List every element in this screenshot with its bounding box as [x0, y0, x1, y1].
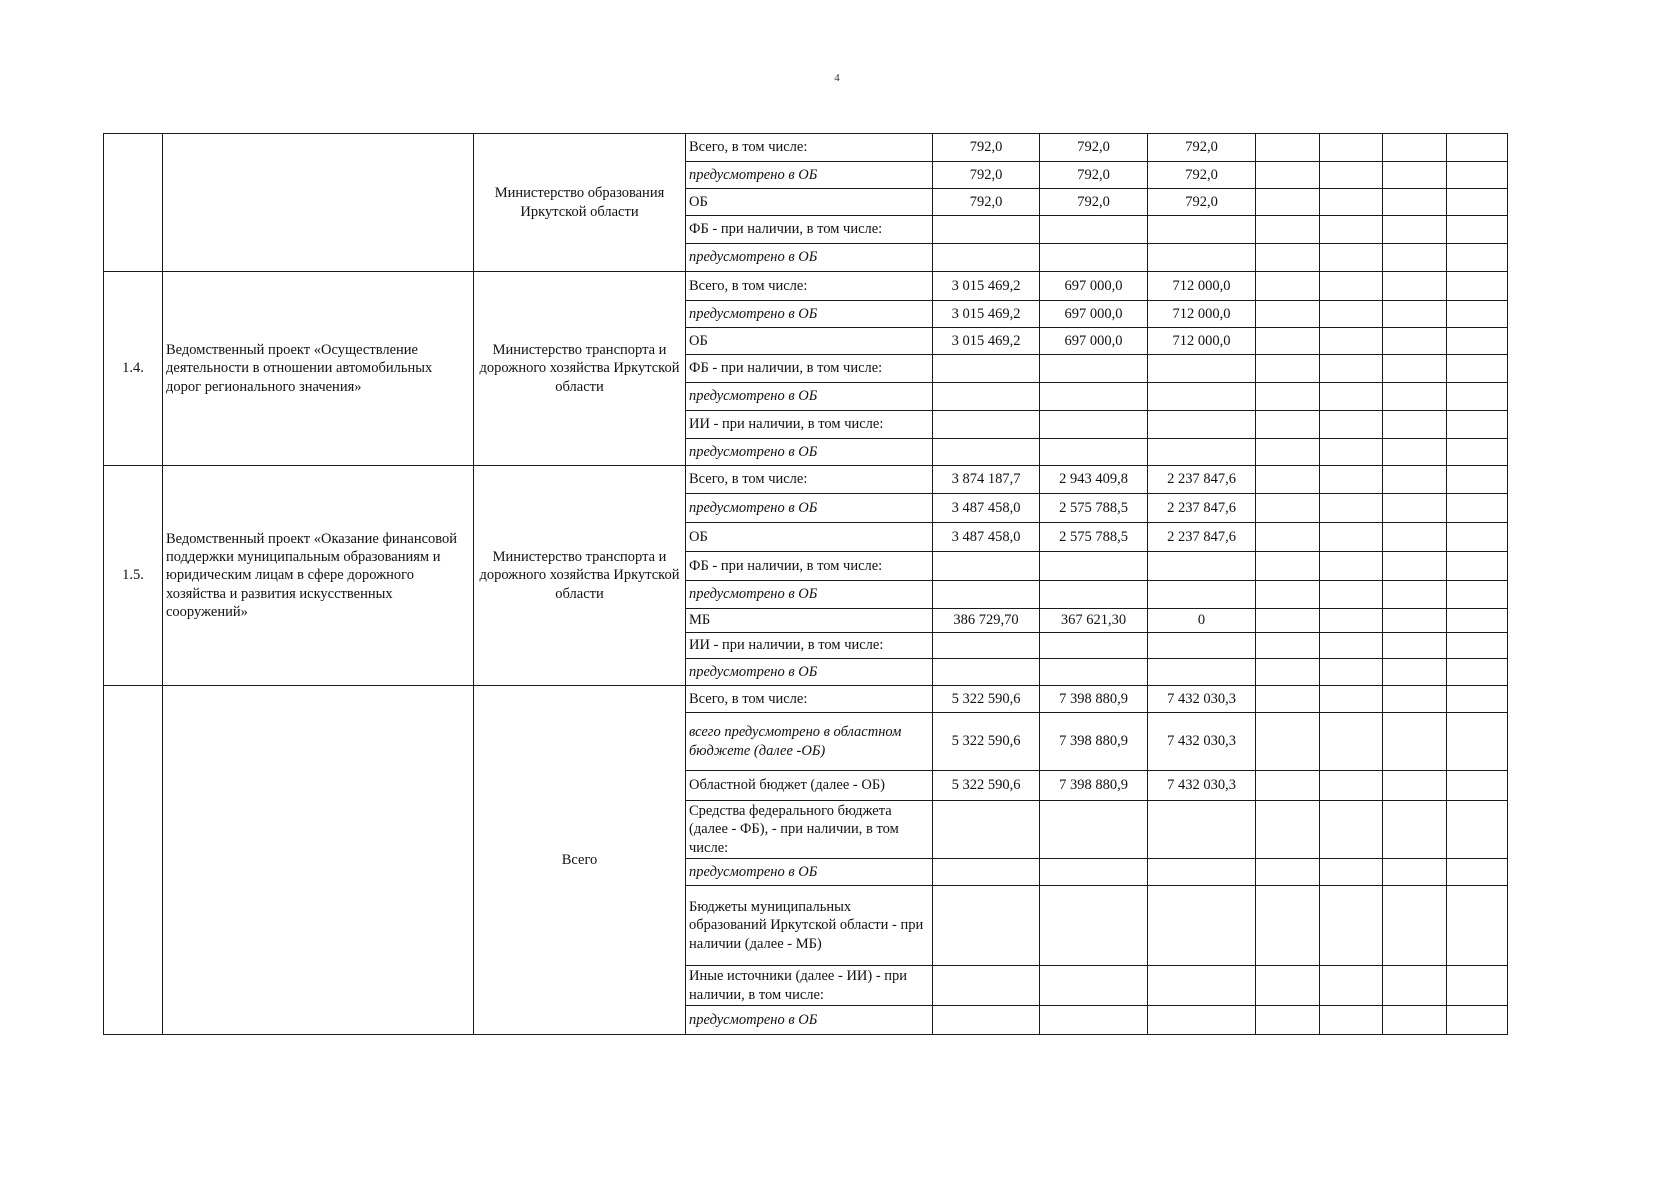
empty-cell	[1320, 439, 1383, 466]
funding-source: ФБ - при наличии, в том числе:	[686, 552, 933, 581]
amount-cell: 712 000,0	[1148, 328, 1256, 355]
funding-source: всего предусмотрено в областном бюджете (далее -ОБ)	[686, 713, 933, 771]
empty-cell	[1447, 272, 1508, 301]
empty-cell	[1256, 966, 1320, 1006]
table-row	[104, 272, 1508, 301]
empty-cell	[1447, 411, 1508, 439]
empty-cell	[1256, 272, 1320, 301]
funding-source: ФБ - при наличии, в том числе:	[686, 355, 933, 383]
amount-cell	[933, 801, 1040, 859]
empty-cell	[1383, 355, 1447, 383]
empty-cell	[1320, 466, 1383, 494]
empty-cell	[1447, 301, 1508, 328]
amount-cell: 7 432 030,3	[1148, 771, 1256, 801]
empty-cell	[1447, 439, 1508, 466]
amount-cell	[1040, 801, 1148, 859]
amount-cell	[1148, 216, 1256, 244]
empty-cell	[1320, 244, 1383, 272]
empty-cell	[1256, 411, 1320, 439]
empty-cell	[1320, 633, 1383, 659]
amount-cell	[933, 355, 1040, 383]
amount-cell	[1148, 383, 1256, 411]
funding-source: ОБ	[686, 523, 933, 552]
empty-cell	[1256, 659, 1320, 686]
amount-cell	[1148, 659, 1256, 686]
amount-cell	[1040, 859, 1148, 886]
page-number: 4	[834, 72, 840, 84]
amount-cell: 697 000,0	[1040, 328, 1148, 355]
funding-source: Бюджеты муниципальных образований Иркутской области - при наличии (далее - МБ)	[686, 886, 933, 966]
empty-cell	[1320, 328, 1383, 355]
amount-cell: 7 398 880,9	[1040, 713, 1148, 771]
amount-cell	[933, 383, 1040, 411]
amount-cell	[933, 886, 1040, 966]
amount-cell: 2 237 847,6	[1148, 494, 1256, 523]
funding-source: Всего, в том числе:	[686, 134, 933, 162]
amount-cell: 792,0	[933, 134, 1040, 162]
amount-cell: 0	[1148, 609, 1256, 633]
amount-cell: 792,0	[933, 162, 1040, 189]
empty-cell	[1256, 686, 1320, 713]
empty-cell	[1256, 355, 1320, 383]
empty-cell	[1447, 189, 1508, 216]
amount-cell: 2 237 847,6	[1148, 466, 1256, 494]
empty-cell	[1383, 411, 1447, 439]
empty-cell	[1447, 328, 1508, 355]
amount-cell	[933, 1006, 1040, 1035]
empty-cell	[1447, 633, 1508, 659]
funding-source: Всего, в том числе:	[686, 686, 933, 713]
empty-cell	[1447, 1006, 1508, 1035]
amount-cell: 2 943 409,8	[1040, 466, 1148, 494]
empty-cell	[1256, 466, 1320, 494]
empty-cell	[1383, 272, 1447, 301]
funding-source: предусмотрено в ОБ	[686, 581, 933, 609]
empty-cell	[1256, 383, 1320, 411]
empty-cell	[1383, 383, 1447, 411]
amount-cell: 367 621,30	[1040, 609, 1148, 633]
project-name: Ведомственный проект «Осуществление деятельности в отношении автомобильных дорог регионального значения»	[163, 272, 474, 466]
amount-cell	[933, 244, 1040, 272]
amount-cell: 386 729,70	[933, 609, 1040, 633]
amount-cell: 712 000,0	[1148, 272, 1256, 301]
empty-cell	[1320, 189, 1383, 216]
amount-cell: 3 487 458,0	[933, 494, 1040, 523]
empty-cell	[1447, 162, 1508, 189]
empty-cell	[1320, 301, 1383, 328]
funding-source: МБ	[686, 609, 933, 633]
amount-cell: 792,0	[1148, 134, 1256, 162]
empty-cell	[1320, 686, 1383, 713]
empty-cell	[1383, 466, 1447, 494]
empty-cell	[1256, 609, 1320, 633]
amount-cell: 3 015 469,2	[933, 272, 1040, 301]
amount-cell	[1040, 411, 1148, 439]
amount-cell: 697 000,0	[1040, 272, 1148, 301]
project-name	[163, 686, 474, 1035]
amount-cell: 7 432 030,3	[1148, 713, 1256, 771]
amount-cell	[1148, 859, 1256, 886]
amount-cell	[933, 439, 1040, 466]
empty-cell	[1447, 494, 1508, 523]
empty-cell	[1320, 659, 1383, 686]
funding-source: ФБ - при наличии, в том числе:	[686, 216, 933, 244]
empty-cell	[1383, 801, 1447, 859]
amount-cell: 7 432 030,3	[1148, 686, 1256, 713]
amount-cell	[1148, 411, 1256, 439]
empty-cell	[1447, 859, 1508, 886]
empty-cell	[1447, 383, 1508, 411]
funding-source: Средства федерального бюджета (далее - ФБ), - при наличии, в том числе:	[686, 801, 933, 859]
empty-cell	[1256, 328, 1320, 355]
empty-cell	[1383, 328, 1447, 355]
empty-cell	[1320, 134, 1383, 162]
amount-cell: 5 322 590,6	[933, 713, 1040, 771]
empty-cell	[1447, 966, 1508, 1006]
amount-cell	[1148, 581, 1256, 609]
amount-cell	[933, 552, 1040, 581]
empty-cell	[1383, 659, 1447, 686]
table-row	[104, 134, 1508, 162]
amount-cell: 3 874 187,7	[933, 466, 1040, 494]
amount-cell: 792,0	[1040, 162, 1148, 189]
funding-source: предусмотрено в ОБ	[686, 301, 933, 328]
empty-cell	[1447, 771, 1508, 801]
empty-cell	[1320, 383, 1383, 411]
empty-cell	[1383, 189, 1447, 216]
empty-cell	[1256, 633, 1320, 659]
amount-cell	[1040, 581, 1148, 609]
funding-source: Областной бюджет (далее - ОБ)	[686, 771, 933, 801]
amount-cell	[1040, 355, 1148, 383]
empty-cell	[1383, 581, 1447, 609]
empty-cell	[1256, 859, 1320, 886]
empty-cell	[1447, 609, 1508, 633]
amount-cell	[1148, 966, 1256, 1006]
funding-source: ОБ	[686, 328, 933, 355]
empty-cell	[1320, 1006, 1383, 1035]
amount-cell	[1148, 439, 1256, 466]
amount-cell	[1040, 439, 1148, 466]
empty-cell	[1447, 466, 1508, 494]
empty-cell	[1320, 523, 1383, 552]
empty-cell	[1383, 886, 1447, 966]
empty-cell	[1256, 301, 1320, 328]
amount-cell: 697 000,0	[1040, 301, 1148, 328]
empty-cell	[1320, 552, 1383, 581]
amount-cell	[933, 859, 1040, 886]
funding-source: ОБ	[686, 189, 933, 216]
amount-cell	[1040, 244, 1148, 272]
amount-cell	[1040, 886, 1148, 966]
empty-cell	[1447, 523, 1508, 552]
amount-cell	[1148, 886, 1256, 966]
empty-cell	[1383, 552, 1447, 581]
responsible-executor: Министерство транспорта и дорожного хозяйства Иркутской области	[474, 466, 686, 686]
amount-cell	[1148, 552, 1256, 581]
empty-cell	[1320, 966, 1383, 1006]
empty-cell	[1383, 1006, 1447, 1035]
amount-cell	[933, 659, 1040, 686]
funding-source: предусмотрено в ОБ	[686, 383, 933, 411]
empty-cell	[1320, 859, 1383, 886]
empty-cell	[1383, 633, 1447, 659]
empty-cell	[1383, 859, 1447, 886]
table-row	[104, 686, 1508, 713]
section-number	[104, 686, 163, 1035]
empty-cell	[1383, 162, 1447, 189]
empty-cell	[1320, 494, 1383, 523]
amount-cell: 7 398 880,9	[1040, 686, 1148, 713]
funding-source: предусмотрено в ОБ	[686, 659, 933, 686]
empty-cell	[1320, 162, 1383, 189]
empty-cell	[1447, 581, 1508, 609]
amount-cell: 3 015 469,2	[933, 328, 1040, 355]
responsible-executor: Министерство транспорта и дорожного хозяйства Иркутской области	[474, 272, 686, 466]
empty-cell	[1320, 272, 1383, 301]
funding-source: предусмотрено в ОБ	[686, 439, 933, 466]
empty-cell	[1256, 189, 1320, 216]
amount-cell: 3 015 469,2	[933, 301, 1040, 328]
amount-cell	[1148, 355, 1256, 383]
empty-cell	[1447, 686, 1508, 713]
empty-cell	[1447, 244, 1508, 272]
empty-cell	[1320, 581, 1383, 609]
amount-cell	[1148, 244, 1256, 272]
amount-cell	[1040, 1006, 1148, 1035]
empty-cell	[1383, 686, 1447, 713]
empty-cell	[1383, 439, 1447, 466]
empty-cell	[1383, 301, 1447, 328]
section-number: 1.4.	[104, 272, 163, 466]
section-number	[104, 134, 163, 272]
amount-cell: 2 237 847,6	[1148, 523, 1256, 552]
amount-cell: 2 575 788,5	[1040, 523, 1148, 552]
empty-cell	[1256, 713, 1320, 771]
amount-cell: 792,0	[1040, 189, 1148, 216]
empty-cell	[1256, 886, 1320, 966]
amount-cell: 2 575 788,5	[1040, 494, 1148, 523]
empty-cell	[1383, 244, 1447, 272]
funding-source: предусмотрено в ОБ	[686, 1006, 933, 1035]
responsible-executor: Всего	[474, 686, 686, 1035]
empty-cell	[1320, 713, 1383, 771]
empty-cell	[1320, 886, 1383, 966]
project-name	[163, 134, 474, 272]
empty-cell	[1256, 216, 1320, 244]
amount-cell	[933, 216, 1040, 244]
empty-cell	[1256, 523, 1320, 552]
amount-cell: 7 398 880,9	[1040, 771, 1148, 801]
empty-cell	[1256, 552, 1320, 581]
amount-cell	[1040, 966, 1148, 1006]
funding-source: Всего, в том числе:	[686, 466, 933, 494]
amount-cell	[1040, 633, 1148, 659]
table-row	[104, 466, 1508, 494]
empty-cell	[1447, 886, 1508, 966]
funding-source: предусмотрено в ОБ	[686, 859, 933, 886]
funding-source: предусмотрено в ОБ	[686, 162, 933, 189]
empty-cell	[1447, 355, 1508, 383]
empty-cell	[1447, 216, 1508, 244]
empty-cell	[1320, 801, 1383, 859]
funding-source: предусмотрено в ОБ	[686, 244, 933, 272]
empty-cell	[1256, 1006, 1320, 1035]
funding-source: ИИ - при наличии, в том числе:	[686, 633, 933, 659]
empty-cell	[1447, 713, 1508, 771]
empty-cell	[1256, 801, 1320, 859]
empty-cell	[1256, 581, 1320, 609]
amount-cell	[933, 633, 1040, 659]
empty-cell	[1256, 494, 1320, 523]
funding-source: Иные источники (далее - ИИ) - при наличии, в том числе:	[686, 966, 933, 1006]
empty-cell	[1256, 162, 1320, 189]
empty-cell	[1383, 966, 1447, 1006]
empty-cell	[1383, 494, 1447, 523]
empty-cell	[1383, 216, 1447, 244]
empty-cell	[1320, 771, 1383, 801]
amount-cell: 3 487 458,0	[933, 523, 1040, 552]
empty-cell	[1320, 411, 1383, 439]
empty-cell	[1256, 134, 1320, 162]
amount-cell	[1040, 216, 1148, 244]
budget-table	[103, 133, 1508, 1035]
amount-cell: 5 322 590,6	[933, 686, 1040, 713]
amount-cell	[933, 966, 1040, 1006]
funding-source: предусмотрено в ОБ	[686, 494, 933, 523]
empty-cell	[1256, 771, 1320, 801]
empty-cell	[1320, 355, 1383, 383]
amount-cell	[933, 581, 1040, 609]
empty-cell	[1383, 609, 1447, 633]
empty-cell	[1447, 134, 1508, 162]
funding-source: ИИ - при наличии, в том числе:	[686, 411, 933, 439]
empty-cell	[1383, 134, 1447, 162]
section-number: 1.5.	[104, 466, 163, 686]
amount-cell: 792,0	[933, 189, 1040, 216]
amount-cell	[1148, 633, 1256, 659]
funding-source: Всего, в том числе:	[686, 272, 933, 301]
amount-cell	[1040, 383, 1148, 411]
empty-cell	[1383, 771, 1447, 801]
amount-cell	[1148, 801, 1256, 859]
responsible-executor: Министерство образования Иркутской области	[474, 134, 686, 272]
empty-cell	[1447, 552, 1508, 581]
project-name: Ведомственный проект «Оказание финансовой поддержки муниципальным образованиям и юридическим лицам в сфере дорожного хозяйства и развития искусственных сооружений»	[163, 466, 474, 686]
amount-cell: 792,0	[1148, 189, 1256, 216]
amount-cell: 792,0	[1148, 162, 1256, 189]
empty-cell	[1383, 713, 1447, 771]
empty-cell	[1447, 659, 1508, 686]
amount-cell	[1040, 552, 1148, 581]
amount-cell: 712 000,0	[1148, 301, 1256, 328]
amount-cell	[1040, 659, 1148, 686]
empty-cell	[1320, 609, 1383, 633]
empty-cell	[1320, 216, 1383, 244]
amount-cell: 792,0	[1040, 134, 1148, 162]
amount-cell	[1148, 1006, 1256, 1035]
empty-cell	[1447, 801, 1508, 859]
empty-cell	[1256, 439, 1320, 466]
empty-cell	[1256, 244, 1320, 272]
empty-cell	[1383, 523, 1447, 552]
amount-cell	[933, 411, 1040, 439]
amount-cell: 5 322 590,6	[933, 771, 1040, 801]
